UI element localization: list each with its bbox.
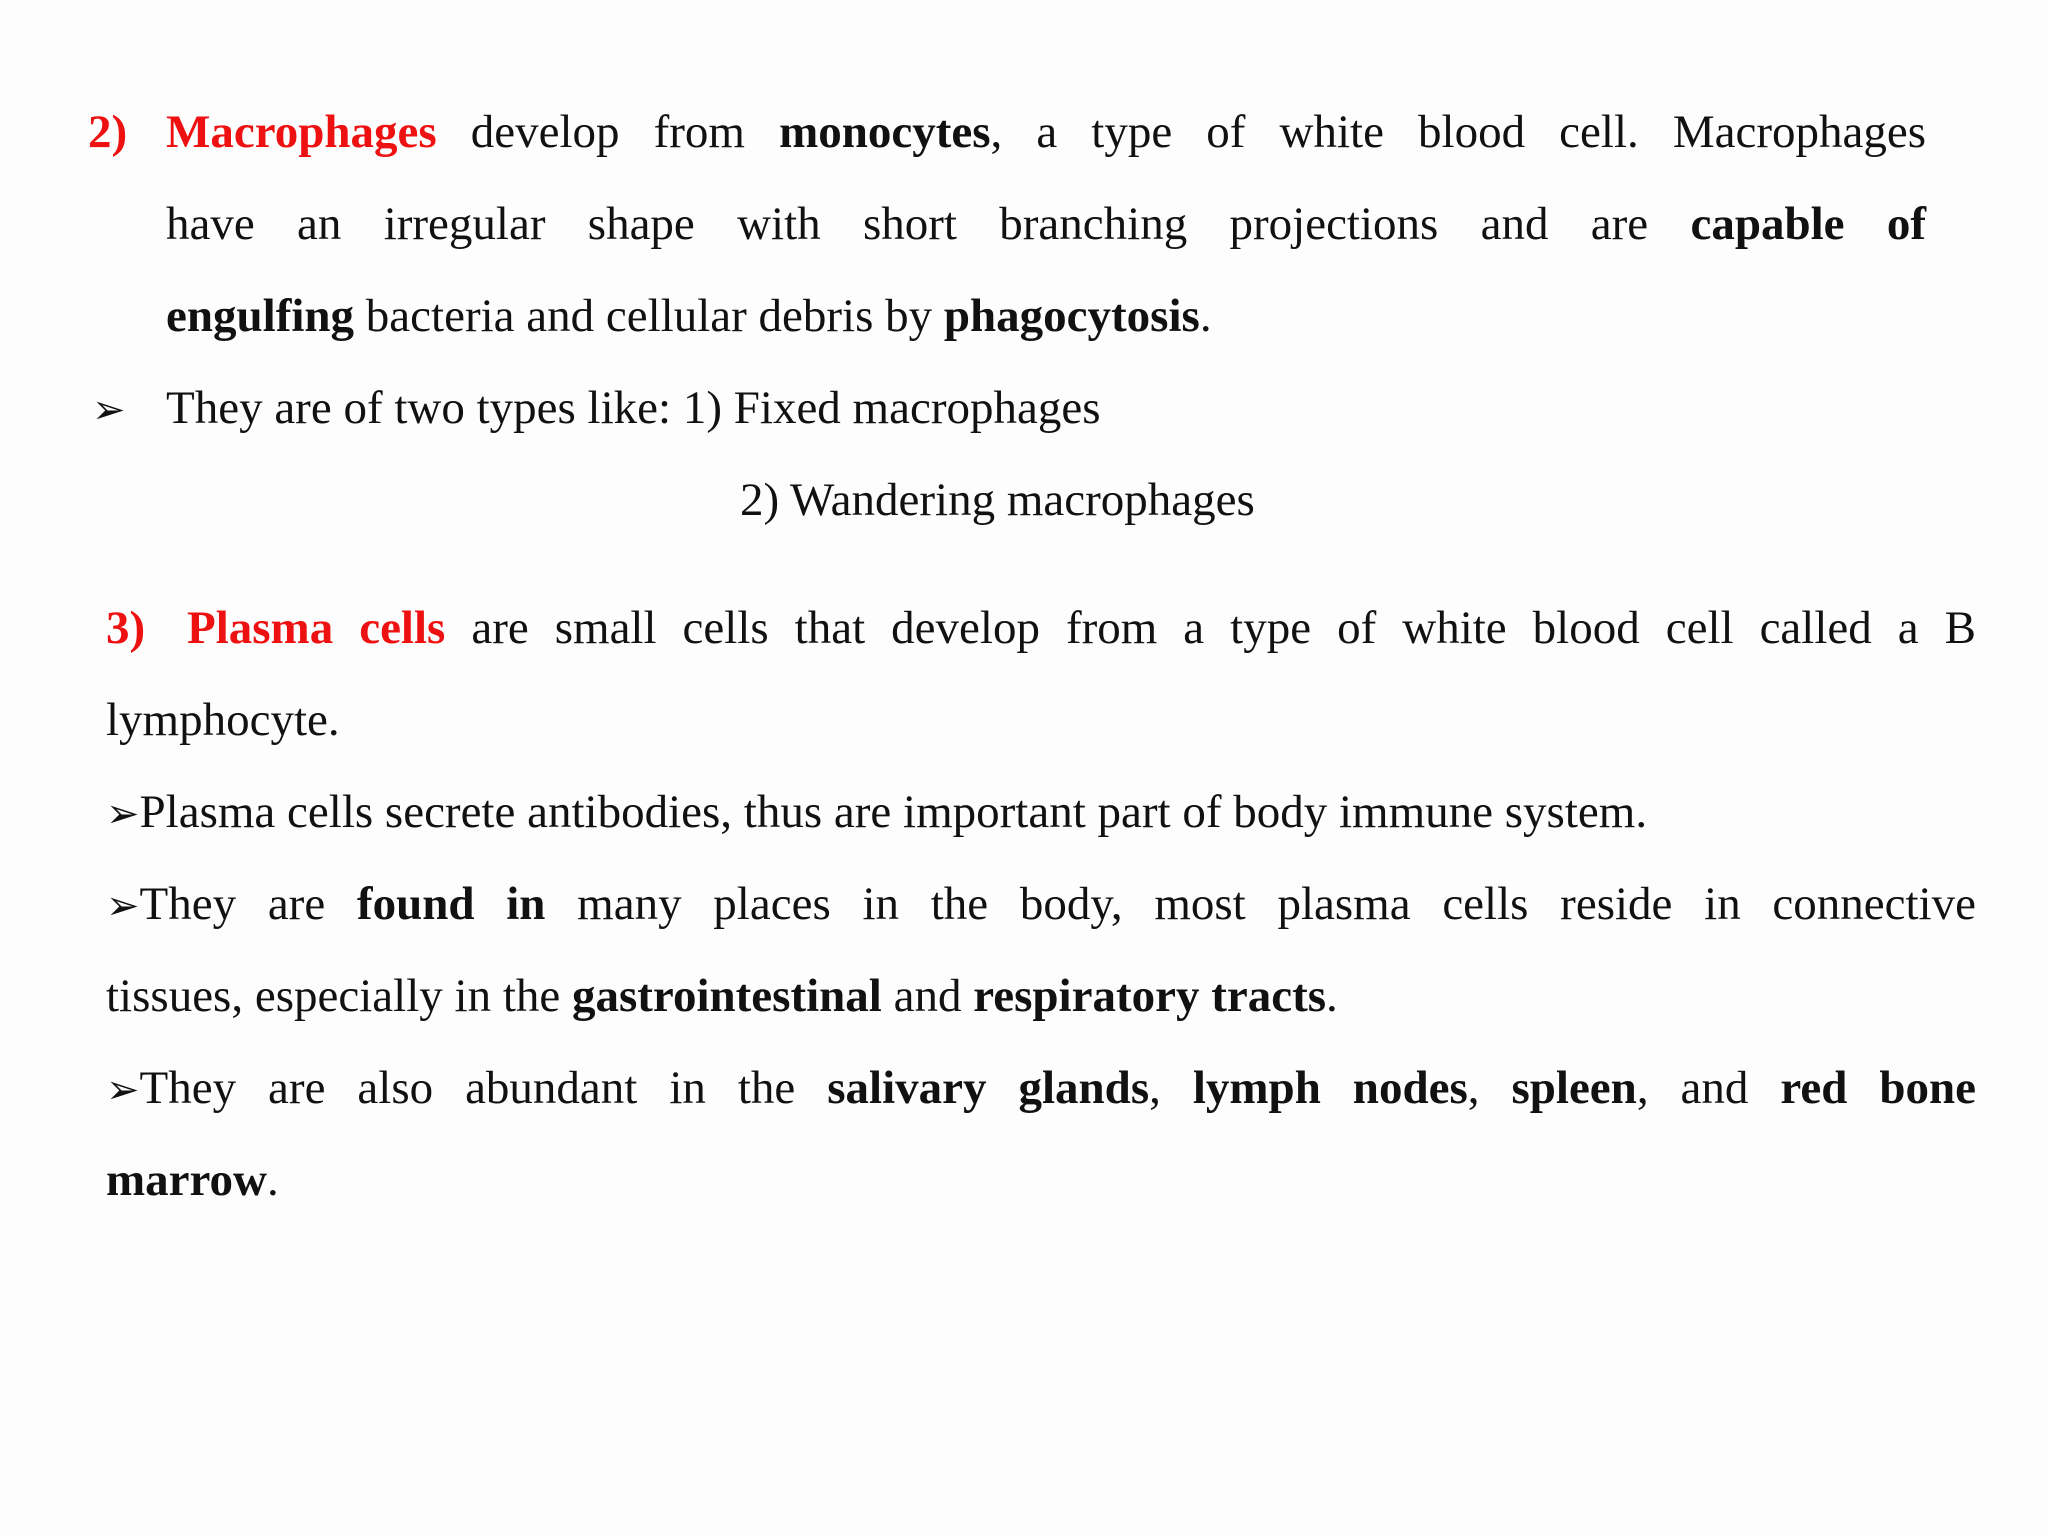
section3-point3-line2: marrow. [106, 1154, 279, 1206]
section2-line3: engulfing bacteria and cellular debris by phagocytosis. [166, 290, 1212, 342]
section3-term: Plasma cells [187, 602, 446, 654]
section3-point3: ➢They are also abundant in the salivary glands, lymph nodes, spleen, and red bone [106, 1062, 1976, 1114]
section2-line2: have an irregular shape with short branching projections and are capable of [166, 198, 1926, 250]
arrow-bullet-icon: ➢ [106, 791, 140, 836]
types-line: They are of two types like: 1) Fixed macrophages [166, 382, 1101, 434]
types-line-2: 2) Wandering macrophages [740, 474, 1255, 526]
arrow-bullet-icon: ➢ [106, 1067, 140, 1112]
section3-line1: Plasma cells are small cells that develop from a type of white blood cell called a B [187, 602, 1976, 654]
section3-point1: ➢Plasma cells secrete antibodies, thus are important part of body immune system. [106, 786, 1648, 838]
arrow-bullet-icon: ➢ [92, 387, 126, 432]
section3-number: 3) [106, 602, 146, 654]
section3-point2: ➢They are found in many places in the body, most plasma cells reside in connective [106, 878, 1976, 930]
section3-line2: lymphocyte. [106, 694, 340, 746]
section2-number: 2) [88, 106, 128, 158]
section2-line1: Macrophages develop from monocytes, a type of white blood cell. Macrophages [166, 106, 1927, 158]
arrow-bullet-icon: ➢ [106, 883, 140, 928]
section2-term: Macrophages [166, 106, 437, 158]
section3-point2-line2: tissues, especially in the gastrointestinal and respiratory tracts. [106, 970, 1338, 1022]
